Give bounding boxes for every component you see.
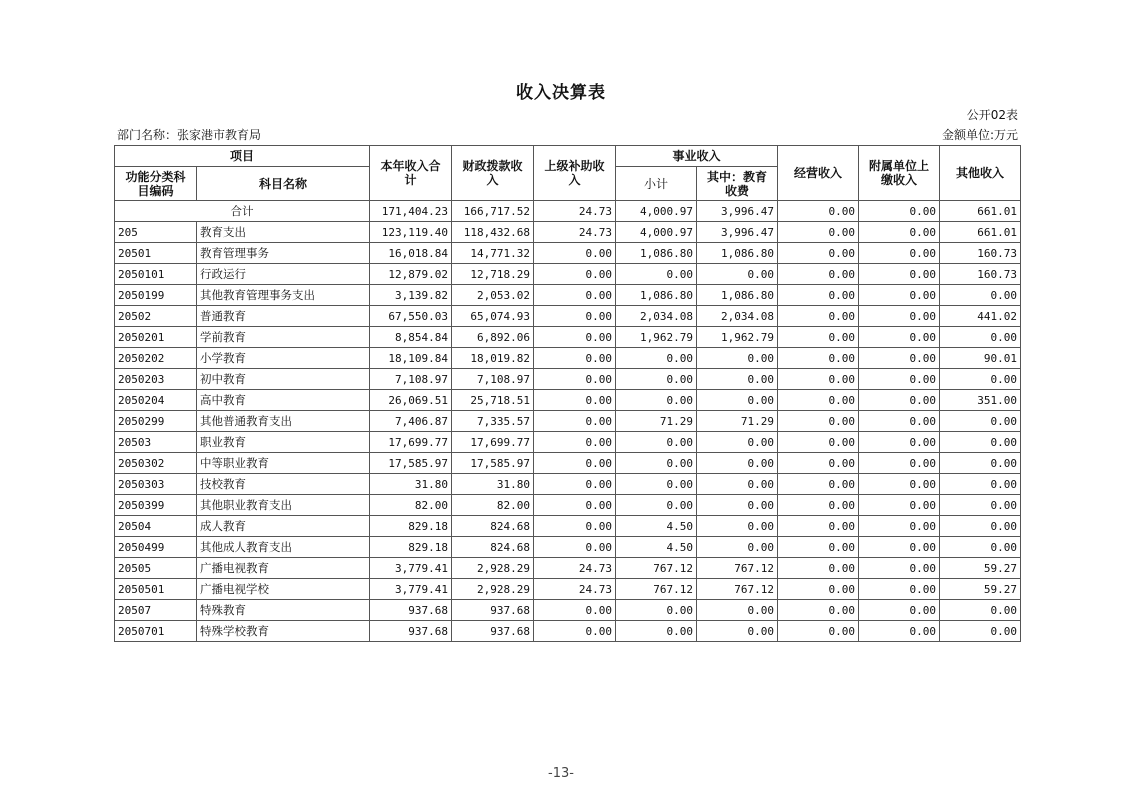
cell-affiliated: 0.00 [859, 516, 940, 537]
cell-superior: 0.00 [534, 348, 616, 369]
cell-code: 2050302 [115, 453, 197, 474]
cell-subtotal: 1,086.80 [616, 243, 697, 264]
cell-affiliated: 0.00 [859, 558, 940, 579]
cell-subtotal: 4,000.97 [616, 201, 697, 222]
table-row [115, 537, 1021, 558]
table-row [115, 495, 1021, 516]
cell-other: 0.00 [940, 621, 1021, 642]
cell-fiscal: 6,892.06 [452, 327, 534, 348]
cell-total: 3,139.82 [370, 285, 452, 306]
cell-total: 26,069.51 [370, 390, 452, 411]
cell-total: 7,108.97 [370, 369, 452, 390]
header-superior [534, 146, 616, 201]
cell-operating: 0.00 [778, 579, 859, 600]
cell-code: 2050499 [115, 537, 197, 558]
header-superior-text: 上级补助收入 [544, 159, 605, 187]
cell-subject-name: 职业教育 [197, 432, 370, 453]
cell-superior: 24.73 [534, 222, 616, 243]
header-project: 项目 [115, 146, 370, 167]
cell-affiliated: 0.00 [859, 411, 940, 432]
cell-operating: 0.00 [778, 432, 859, 453]
cell-superior: 0.00 [534, 369, 616, 390]
page-title: 收入决算表 [516, 83, 606, 103]
cell-subtotal: 2,034.08 [616, 306, 697, 327]
table-row [115, 306, 1021, 327]
table-row [115, 579, 1021, 600]
cell-subtotal: 767.12 [616, 579, 697, 600]
cell-total: 17,699.77 [370, 432, 452, 453]
total-label: 合计 [115, 201, 370, 222]
cell-code: 20503 [115, 432, 197, 453]
cell-edu-fee: 0.00 [697, 453, 778, 474]
cell-code: 2050101 [115, 264, 197, 285]
cell-edu-fee: 71.29 [697, 411, 778, 432]
cell-operating: 0.00 [778, 243, 859, 264]
cell-superior: 0.00 [534, 327, 616, 348]
header-affiliated-text: 附属单位上缴收入 [869, 159, 930, 187]
cell-affiliated: 0.00 [859, 201, 940, 222]
cell-fiscal: 2,053.02 [452, 285, 534, 306]
cell-edu-fee: 1,962.79 [697, 327, 778, 348]
cell-subtotal: 1,962.79 [616, 327, 697, 348]
cell-fiscal: 31.80 [452, 474, 534, 495]
header-fiscal-text: 财政拨款收入 [462, 159, 523, 187]
cell-subject-name: 特殊教育 [197, 600, 370, 621]
cell-fiscal: 17,585.97 [452, 453, 534, 474]
cell-affiliated: 0.00 [859, 621, 940, 642]
table-row [115, 264, 1021, 285]
form-number: 公开02表 [966, 108, 1018, 122]
cell-code: 20505 [115, 558, 197, 579]
header-edu-fee [697, 167, 778, 201]
cell-other: 59.27 [940, 579, 1021, 600]
cell-code: 20501 [115, 243, 197, 264]
cell-operating: 0.00 [778, 222, 859, 243]
cell-subject-name: 行政运行 [197, 264, 370, 285]
cell-superior: 0.00 [534, 516, 616, 537]
cell-affiliated: 0.00 [859, 285, 940, 306]
table-row [115, 474, 1021, 495]
cell-code: 2050202 [115, 348, 197, 369]
cell-subtotal: 0.00 [616, 453, 697, 474]
table-body [115, 201, 1021, 642]
cell-operating: 0.00 [778, 516, 859, 537]
cell-other: 0.00 [940, 516, 1021, 537]
cell-total: 82.00 [370, 495, 452, 516]
header-func-code [115, 167, 197, 201]
cell-other: 90.01 [940, 348, 1021, 369]
cell-superior: 24.73 [534, 558, 616, 579]
cell-edu-fee: 3,996.47 [697, 201, 778, 222]
cell-fiscal: 118,432.68 [452, 222, 534, 243]
cell-superior: 24.73 [534, 201, 616, 222]
cell-fiscal: 25,718.51 [452, 390, 534, 411]
cell-edu-fee: 0.00 [697, 516, 778, 537]
cell-subtotal: 0.00 [616, 495, 697, 516]
cell-subject-name: 其他成人教育支出 [197, 537, 370, 558]
header-fiscal [452, 146, 534, 201]
cell-operating: 0.00 [778, 264, 859, 285]
cell-edu-fee: 0.00 [697, 537, 778, 558]
cell-code: 205 [115, 222, 197, 243]
cell-subject-name: 教育管理事务 [197, 243, 370, 264]
cell-operating: 0.00 [778, 621, 859, 642]
header-business: 事业收入 [616, 146, 778, 167]
cell-operating: 0.00 [778, 369, 859, 390]
cell-total: 8,854.84 [370, 327, 452, 348]
cell-superior: 0.00 [534, 474, 616, 495]
page-number: -13- [548, 766, 574, 781]
cell-operating: 0.00 [778, 201, 859, 222]
cell-fiscal: 7,335.57 [452, 411, 534, 432]
cell-other: 160.73 [940, 264, 1021, 285]
cell-code: 20504 [115, 516, 197, 537]
cell-operating: 0.00 [778, 285, 859, 306]
header-func-code-text: 功能分类科目编码 [125, 169, 186, 198]
cell-affiliated: 0.00 [859, 264, 940, 285]
header-other: 其他收入 [940, 146, 1021, 201]
cell-fiscal: 166,717.52 [452, 201, 534, 222]
cell-edu-fee: 0.00 [697, 348, 778, 369]
cell-code: 2050203 [115, 369, 197, 390]
cell-operating: 0.00 [778, 390, 859, 411]
cell-affiliated: 0.00 [859, 495, 940, 516]
cell-edu-fee: 3,996.47 [697, 222, 778, 243]
cell-other: 0.00 [940, 537, 1021, 558]
cell-subject-name: 其他职业教育支出 [197, 495, 370, 516]
cell-fiscal: 82.00 [452, 495, 534, 516]
cell-code: 2050201 [115, 327, 197, 348]
cell-subject-name: 成人教育 [197, 516, 370, 537]
cell-subtotal: 0.00 [616, 621, 697, 642]
cell-superior: 24.73 [534, 579, 616, 600]
table-row [115, 285, 1021, 306]
cell-total: 7,406.87 [370, 411, 452, 432]
cell-superior: 0.00 [534, 432, 616, 453]
cell-other: 59.27 [940, 558, 1021, 579]
cell-subject-name: 其他教育管理事务支出 [197, 285, 370, 306]
cell-edu-fee: 0.00 [697, 621, 778, 642]
cell-other: 661.01 [940, 201, 1021, 222]
cell-operating: 0.00 [778, 600, 859, 621]
cell-total: 3,779.41 [370, 579, 452, 600]
cell-edu-fee: 767.12 [697, 558, 778, 579]
cell-affiliated: 0.00 [859, 432, 940, 453]
cell-subject-name: 初中教育 [197, 369, 370, 390]
cell-affiliated: 0.00 [859, 369, 940, 390]
cell-code: 2050501 [115, 579, 197, 600]
cell-affiliated: 0.00 [859, 537, 940, 558]
cell-operating: 0.00 [778, 474, 859, 495]
cell-other: 0.00 [940, 327, 1021, 348]
cell-operating: 0.00 [778, 495, 859, 516]
cell-operating: 0.00 [778, 558, 859, 579]
header-total-text: 本年收入合计 [380, 159, 441, 187]
cell-other: 0.00 [940, 369, 1021, 390]
cell-subject-name: 其他普通教育支出 [197, 411, 370, 432]
cell-subject-name: 特殊学校教育 [197, 621, 370, 642]
cell-subtotal: 0.00 [616, 348, 697, 369]
cell-affiliated: 0.00 [859, 243, 940, 264]
cell-other: 0.00 [940, 474, 1021, 495]
cell-other: 0.00 [940, 453, 1021, 474]
table-row [115, 369, 1021, 390]
cell-total: 16,018.84 [370, 243, 452, 264]
cell-affiliated: 0.00 [859, 222, 940, 243]
cell-edu-fee: 0.00 [697, 432, 778, 453]
cell-edu-fee: 0.00 [697, 369, 778, 390]
cell-operating: 0.00 [778, 411, 859, 432]
cell-fiscal: 2,928.29 [452, 558, 534, 579]
cell-subtotal: 4.50 [616, 537, 697, 558]
cell-other: 160.73 [940, 243, 1021, 264]
table-row [115, 390, 1021, 411]
header-subject-name: 科目名称 [197, 167, 370, 201]
cell-total: 937.68 [370, 621, 452, 642]
table-row [115, 516, 1021, 537]
cell-fiscal: 18,019.82 [452, 348, 534, 369]
table-row [115, 411, 1021, 432]
cell-fiscal: 7,108.97 [452, 369, 534, 390]
table-row [115, 621, 1021, 642]
cell-affiliated: 0.00 [859, 453, 940, 474]
table-row [115, 222, 1021, 243]
cell-subtotal: 0.00 [616, 600, 697, 621]
cell-operating: 0.00 [778, 348, 859, 369]
cell-superior: 0.00 [534, 285, 616, 306]
cell-fiscal: 2,928.29 [452, 579, 534, 600]
cell-fiscal: 17,699.77 [452, 432, 534, 453]
cell-total: 937.68 [370, 600, 452, 621]
department-name: 部门名称：张家港市教育局 [117, 128, 262, 142]
cell-total: 829.18 [370, 537, 452, 558]
cell-affiliated: 0.00 [859, 306, 940, 327]
cell-edu-fee: 0.00 [697, 474, 778, 495]
cell-subject-name: 中等职业教育 [197, 453, 370, 474]
cell-total: 67,550.03 [370, 306, 452, 327]
cell-affiliated: 0.00 [859, 390, 940, 411]
cell-total: 17,585.97 [370, 453, 452, 474]
table-row [115, 453, 1021, 474]
cell-other: 0.00 [940, 432, 1021, 453]
cell-superior: 0.00 [534, 600, 616, 621]
cell-operating: 0.00 [778, 306, 859, 327]
cell-subject-name: 广播电视学校 [197, 579, 370, 600]
cell-total: 18,109.84 [370, 348, 452, 369]
cell-subtotal: 0.00 [616, 432, 697, 453]
cell-edu-fee: 0.00 [697, 264, 778, 285]
cell-edu-fee: 0.00 [697, 390, 778, 411]
cell-edu-fee: 1,086.80 [697, 285, 778, 306]
cell-edu-fee: 2,034.08 [697, 306, 778, 327]
cell-subtotal: 0.00 [616, 264, 697, 285]
cell-subtotal: 0.00 [616, 390, 697, 411]
header-subtotal: 小计 [616, 167, 697, 201]
cell-subject-name: 普通教育 [197, 306, 370, 327]
cell-superior: 0.00 [534, 495, 616, 516]
header-affiliated [859, 146, 940, 201]
cell-fiscal: 12,718.29 [452, 264, 534, 285]
cell-edu-fee: 0.00 [697, 600, 778, 621]
cell-superior: 0.00 [534, 390, 616, 411]
cell-total: 123,119.40 [370, 222, 452, 243]
cell-fiscal: 824.68 [452, 537, 534, 558]
cell-code: 2050701 [115, 621, 197, 642]
cell-subject-name: 教育支出 [197, 222, 370, 243]
cell-superior: 0.00 [534, 621, 616, 642]
cell-subject-name: 技校教育 [197, 474, 370, 495]
cell-edu-fee: 0.00 [697, 495, 778, 516]
cell-subtotal: 4,000.97 [616, 222, 697, 243]
header-total [370, 146, 452, 201]
cell-other: 351.00 [940, 390, 1021, 411]
table-row [115, 348, 1021, 369]
cell-superior: 0.00 [534, 537, 616, 558]
cell-edu-fee: 767.12 [697, 579, 778, 600]
cell-code: 2050204 [115, 390, 197, 411]
cell-subject-name: 小学教育 [197, 348, 370, 369]
header-operating: 经营收入 [778, 146, 859, 201]
cell-code: 2050299 [115, 411, 197, 432]
cell-code: 2050199 [115, 285, 197, 306]
cell-subject-name: 广播电视教育 [197, 558, 370, 579]
cell-subtotal: 4.50 [616, 516, 697, 537]
cell-total: 3,779.41 [370, 558, 452, 579]
cell-superior: 0.00 [534, 453, 616, 474]
cell-code: 20507 [115, 600, 197, 621]
cell-fiscal: 824.68 [452, 516, 534, 537]
cell-fiscal: 937.68 [452, 600, 534, 621]
header-edu-fee-text: 其中：教育收费 [707, 169, 768, 198]
cell-fiscal: 14,771.32 [452, 243, 534, 264]
cell-other: 0.00 [940, 600, 1021, 621]
table-row [115, 327, 1021, 348]
cell-total: 171,404.23 [370, 201, 452, 222]
cell-total: 31.80 [370, 474, 452, 495]
table-row [115, 558, 1021, 579]
cell-affiliated: 0.00 [859, 327, 940, 348]
cell-operating: 0.00 [778, 537, 859, 558]
cell-other: 661.01 [940, 222, 1021, 243]
cell-subtotal: 71.29 [616, 411, 697, 432]
cell-superior: 0.00 [534, 243, 616, 264]
cell-affiliated: 0.00 [859, 348, 940, 369]
cell-operating: 0.00 [778, 453, 859, 474]
cell-affiliated: 0.00 [859, 474, 940, 495]
cell-superior: 0.00 [534, 264, 616, 285]
income-table [114, 145, 1021, 642]
cell-superior: 0.00 [534, 411, 616, 432]
cell-code: 20502 [115, 306, 197, 327]
cell-subject-name: 高中教育 [197, 390, 370, 411]
cell-subtotal: 0.00 [616, 369, 697, 390]
cell-edu-fee: 1,086.80 [697, 243, 778, 264]
cell-operating: 0.00 [778, 327, 859, 348]
cell-other: 441.02 [940, 306, 1021, 327]
total-row [115, 201, 1021, 222]
cell-subtotal: 767.12 [616, 558, 697, 579]
cell-subtotal: 1,086.80 [616, 285, 697, 306]
cell-fiscal: 937.68 [452, 621, 534, 642]
cell-superior: 0.00 [534, 306, 616, 327]
table-row [115, 432, 1021, 453]
cell-other: 0.00 [940, 411, 1021, 432]
cell-subject-name: 学前教育 [197, 327, 370, 348]
cell-affiliated: 0.00 [859, 579, 940, 600]
cell-total: 829.18 [370, 516, 452, 537]
cell-total: 12,879.02 [370, 264, 452, 285]
cell-other: 0.00 [940, 495, 1021, 516]
amount-unit: 金额单位:万元 [941, 128, 1018, 142]
table-row [115, 243, 1021, 264]
cell-fiscal: 65,074.93 [452, 306, 534, 327]
cell-affiliated: 0.00 [859, 600, 940, 621]
cell-other: 0.00 [940, 285, 1021, 306]
cell-code: 2050303 [115, 474, 197, 495]
cell-subtotal: 0.00 [616, 474, 697, 495]
cell-code: 2050399 [115, 495, 197, 516]
table-row [115, 600, 1021, 621]
